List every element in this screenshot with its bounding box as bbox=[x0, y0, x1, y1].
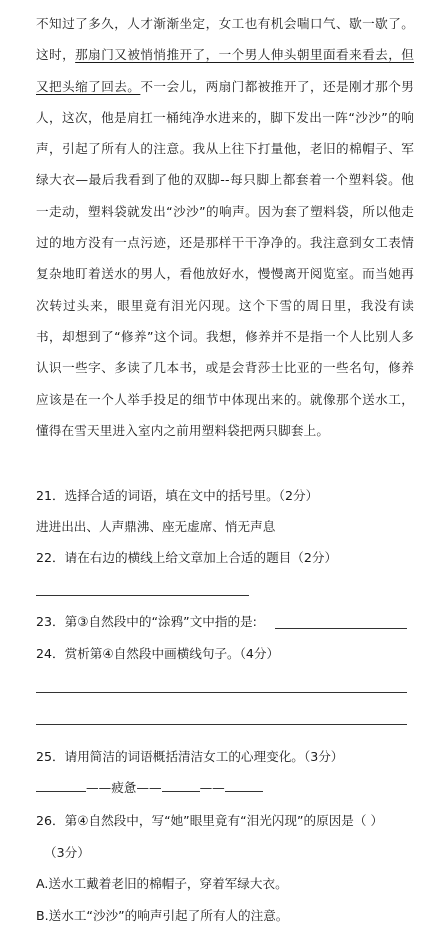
question-26-score: （3分） bbox=[44, 845, 90, 860]
reading-passage bbox=[36, 8, 414, 446]
blank-25-c[interactable] bbox=[225, 777, 263, 792]
question-21: 21．选择合适的词语，填在文中的括号里。（2分） bbox=[36, 488, 319, 503]
answer-line-22[interactable] bbox=[36, 595, 249, 596]
question-21-word-options: 进进出出、人声鼎沸、座无虚席、悄无声息 bbox=[36, 519, 276, 534]
blank-25-b[interactable] bbox=[162, 777, 200, 792]
underlined-sentence: 那扇门又被悄悄推开了，一个男人伸头朝里面看来看去，但又把头缩了回去。 bbox=[36, 47, 414, 94]
passage-rest: 不一会儿，两扇门都被推开了，还是刚才那个男人，这次，他是肩扛一桶纯净水进来的，脚下发出一阵“沙沙”的响声，引起了所有人的注意。我从上往下打量他，老旧的棉帽子、军绿大衣—最后我看到了他的双脚--每只脚上都套着一个塑料袋。他一走动，塑料袋就发出“沙沙”的响声。因为套了塑料袋，所以他走过的地方没有一点污迹，还是那样干干净净的。我注意到女工表情复杂地盯着送水的男人，看他放好水，慢慢离开阅览室。而当她再次转过头来，眼里竟有泪光闪现。这个下雪的周日里，我没有读书，却想到了“修养”这个词。我想，修养并不是指一个人比别人多认识一些字、多读了几本书，或是会背莎士比亚的一些名句，修养应该是在一个人举手投足的细节中体现出来的。就像那个送水工，懂得在雪天里进入室内之前用塑料袋把两只脚套上。 bbox=[36, 78, 414, 438]
answer-line-24-a[interactable] bbox=[36, 692, 407, 693]
question-24: 24．赏析第④自然段中画横线句子。（4分） bbox=[36, 646, 280, 661]
answer-line-23[interactable] bbox=[275, 628, 407, 629]
option-26-a: A.送水工戴着老旧的棉帽子，穿着军绿大衣。 bbox=[36, 876, 288, 891]
dash-25: —— bbox=[199, 780, 225, 795]
passage-lead: 不知过了多久，人才渐渐坐定，女工也有机会喘口气、歇一歇了。这时， bbox=[36, 16, 414, 63]
question-25: 25．请用简洁的词语概括清洁女工的心理变化。（3分） bbox=[36, 749, 344, 764]
answer-line-24-b[interactable] bbox=[36, 724, 407, 725]
blank-25-a[interactable] bbox=[36, 777, 86, 792]
fill-prompt-25: ——疲惫—— bbox=[86, 780, 162, 795]
question-23: 23．第③自然段中的“涂鸦”文中指的是: bbox=[36, 614, 257, 629]
question-25-fill-row bbox=[36, 777, 263, 798]
question-22: 22．请在右边的横线上给文章加上合适的题目（2分） bbox=[36, 550, 338, 565]
option-26-b: B.送水工“沙沙”的响声引起了所有人的注意。 bbox=[36, 908, 289, 923]
question-26: 26．第④自然段中，写“她”眼里竟有“泪光闪现”的原因是（ ） bbox=[36, 813, 384, 828]
